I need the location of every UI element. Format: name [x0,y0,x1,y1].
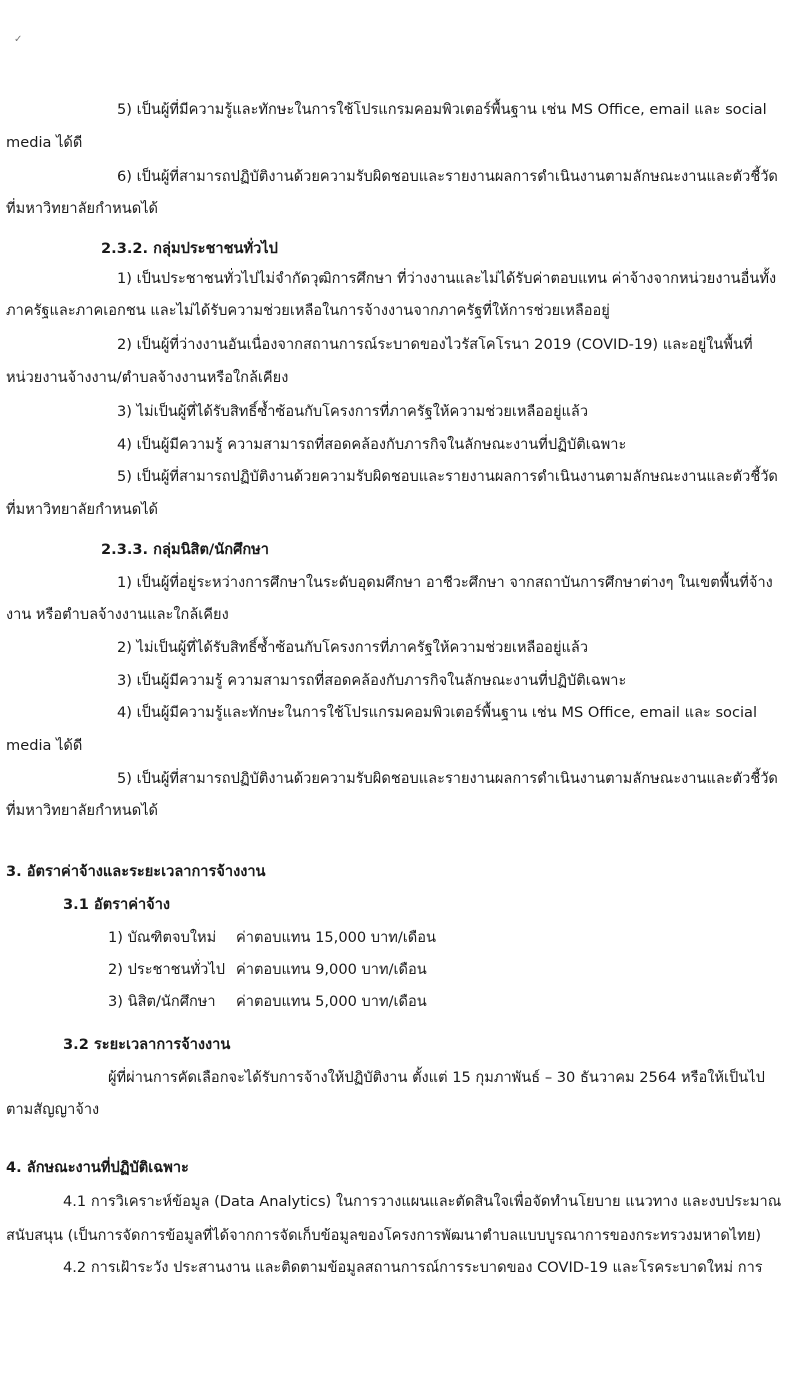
list-item-cont: งาน หรือตำบลจ้างงานและใกล้เคียง [6,606,229,623]
paragraph-line: ที่มหาวิทยาลัยกำหนดได้ [6,200,159,217]
list-item: 1) เป็นผู้ที่อยู่ระหว่างการศึกษาในระดับอุดมศึกษา อาชีวะศึกษา จากสถาบันการศึกษาต่างๆ ในเขตพื้นที่จ้าง [117,574,773,591]
rate-group: 2) ประชาชนทั่วไป [108,961,225,978]
paragraph-line: ตามสัญญาจ้าง [6,1101,100,1118]
paragraph-line: 4.1 การวิเคราะห์ข้อมูล (Data Analytics) ในการวางแผนและตัดสินใจเพื่อจัดทำนโยบาย แนวทาง และงบประมาณ [63,1193,782,1210]
list-item: 4) เป็นผู้มีความรู้ ความสามารถที่สอดคล้องกับภารกิจในลักษณะงานที่ปฏิบัติเฉพาะ [117,436,627,453]
rate-row [108,928,436,948]
paragraph-line: สนับสนุน (เป็นการจัดการข้อมูลที่ได้จากการจัดเก็บข้อมูลของโครงการพัฒนาตำบลแบบบูรณาการของกระทรวงมหาดไทย) [6,1227,762,1244]
list-item-cont: ที่มหาวิทยาลัยกำหนดได้ [6,501,159,518]
list-item-cont: ที่มหาวิทยาลัยกำหนดได้ [6,802,159,819]
list-item: 5) เป็นผู้ที่สามารถปฏิบัติงานด้วยความรับผิดชอบและรายงานผลการดำเนินงานตามลักษณะงานและตัวชี้วัด [117,770,778,787]
corner-mark: ✓ [14,34,23,45]
list-item: 3) เป็นผู้มีความรู้ ความสามารถที่สอดคล้องกับภารกิจในลักษณะงานที่ปฏิบัติเฉพาะ [117,672,627,689]
list-item: 3) ไม่เป็นผู้ที่ได้รับสิทธิ์ซ้ำซ้อนกับโครงการที่ภาครัฐให้ความช่วยเหลืออยู่แล้ว [117,403,589,420]
rate-value: ค่าตอบแทน 15,000 บาท/เดือน [236,929,437,946]
section-heading-2-3-3: 2.3.3. กลุ่มนิสิต/นักศึกษา [101,541,269,558]
subheading-3-1: 3.1 อัตราค่าจ้าง [63,896,171,913]
list-item-cont: หน่วยงานจ้างงาน/ตำบลจ้างงานหรือใกล้เคียง [6,369,289,386]
list-item: 2) เป็นผู้ที่ว่างงานอันเนื่องจากสถานการณ์ระบาดของไวรัสโคโรนา 2019 (COVID-19) และอยู่ในพื้นที่ [117,336,753,353]
paragraph-line: media ได้ดี [6,134,83,151]
rate-row [108,992,427,1012]
list-item-cont: ภาครัฐและภาคเอกชน และไม่ได้รับความช่วยเหลือในการจ้างงานจากภาครัฐที่ให้การช่วยเหลืออยู่ [6,302,610,319]
paragraph-line: 6) เป็นผู้ที่สามารถปฏิบัติงานด้วยความรับผิดชอบและรายงานผลการดำเนินงานตามลักษณะงานและตัวชี้วัด [117,168,778,185]
section-heading-2-3-2: 2.3.2. กลุ่มประชาชนทั่วไป [101,240,278,257]
section-heading-4: 4. ลักษณะงานที่ปฏิบัติเฉพาะ [6,1159,189,1176]
rate-value: ค่าตอบแทน 5,000 บาท/เดือน [236,993,427,1010]
rate-group: 3) นิสิต/นักศึกษา [108,993,216,1010]
rate-group: 1) บัณฑิตจบใหม่ [108,929,217,946]
list-item-cont: media ได้ดี [6,737,83,754]
list-item: 1) เป็นประชาชนทั่วไปไม่จำกัดวุฒิการศึกษา ที่ว่างงานและไม่ได้รับค่าตอบแทน ค่าจ้างจากหน่วยงานอื่นทั้ง [117,270,777,287]
list-item: 4) เป็นผู้มีความรู้และทักษะในการใช้โปรแกรมคอมพิวเตอร์พื้นฐาน เช่น MS Office, email และ social [117,704,758,721]
section-heading-3: 3. อัตราค่าจ้างและระยะเวลาการจ้างงาน [6,863,266,880]
subheading-3-2: 3.2 ระยะเวลาการจ้างงาน [63,1036,231,1053]
list-item: 5) เป็นผู้ที่สามารถปฏิบัติงานด้วยความรับผิดชอบและรายงานผลการดำเนินงานตามลักษณะงานและตัวชี้วัด [117,468,778,485]
rate-value: ค่าตอบแทน 9,000 บาท/เดือน [236,961,427,978]
paragraph-line: 4.2 การเฝ้าระวัง ประสานงาน และติดตามข้อมูลสถานการณ์การระบาดของ COVID-19 และโรคระบาดใหม่ การ [63,1259,763,1276]
rate-row [108,960,427,980]
paragraph-line: 5) เป็นผู้ที่มีความรู้และทักษะในการใช้โปรแกรมคอมพิวเตอร์พื้นฐาน เช่น MS Office, email และ social [117,101,767,118]
list-item: 2) ไม่เป็นผู้ที่ได้รับสิทธิ์ซ้ำซ้อนกับโครงการที่ภาครัฐให้ความช่วยเหลืออยู่แล้ว [117,639,589,656]
paragraph-line: ผู้ที่ผ่านการคัดเลือกจะได้รับการจ้างให้ปฏิบัติงาน ตั้งแต่ 15 กุมภาพันธ์ – 30 ธันวาคม 2564 หรือให้เป็นไป [108,1069,765,1086]
